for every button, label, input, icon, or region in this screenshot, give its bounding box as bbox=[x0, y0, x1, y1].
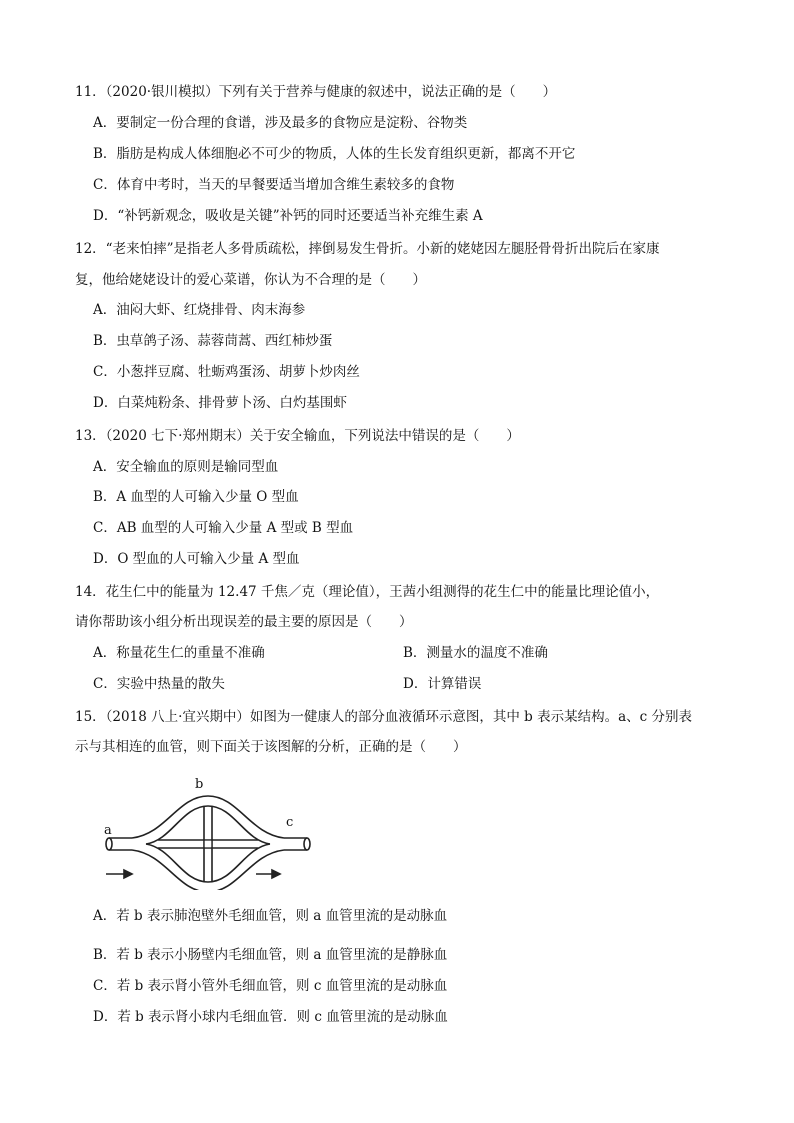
label-a: a bbox=[104, 823, 112, 838]
question-13-stem: 13．（2020 七下·郑州期末）关于安全输血，下列说法中错误的是（ ） bbox=[75, 428, 520, 444]
vessel-c-end-cap bbox=[304, 838, 310, 850]
question-13-option-c: C．AB 血型的人可输入少量 A 型或 B 型血 bbox=[93, 520, 354, 536]
question-14-stem: 14．花生仁中的能量为 12.47 千焦／克（理论值），王茜小组测得的花生仁中的能量比理论值小， bbox=[75, 584, 660, 600]
question-11-option-c: C．体育中考时，当天的早餐要适当增加含维生素较多的食物 bbox=[93, 177, 455, 193]
question-13-option-a: A．安全输血的原则是输同型血 bbox=[93, 459, 279, 475]
question-11-option-d: D．“补钙新观念，吸收是关键”补钙的同时还要适当补充维生素 A bbox=[93, 208, 483, 224]
question-12-stem: 12．“老来怕摔”是指老人多骨质疏松，摔倒易发生骨折。小新的姥姥因左腿胫骨骨折出院后在家康 bbox=[75, 241, 660, 257]
question-12-option-c: C．小葱拌豆腐、牡蛎鸡蛋汤、胡萝卜炒肉丝 bbox=[93, 364, 360, 380]
label-c: c bbox=[286, 815, 294, 830]
capillary-inner-lower bbox=[146, 844, 270, 882]
question-14-option-b: B．测量水的温度不准确 bbox=[403, 645, 548, 661]
cross-center-gap bbox=[205, 841, 211, 847]
question-12-stem-cont: 复，他给姥姥设计的爱心菜谱，你认为不合理的是（ ） bbox=[75, 272, 426, 288]
question-14-option-d: D．计算错误 bbox=[403, 676, 482, 692]
question-14-option-a: A．称量花生仁的重量不准确 bbox=[93, 645, 265, 661]
question-15-option-b: B．若 b 表示小肠壁内毛细血管，则 a 血管里流的是静脉血 bbox=[93, 947, 448, 963]
question-15-option-d: D．若 b 表示肾小球内毛细血管．则 c 血管里流的是动脉血 bbox=[93, 1009, 448, 1025]
question-14-stem-cont: 请你帮助该小组分析出现误差的最主要的原因是（ ） bbox=[75, 614, 413, 630]
question-12-option-d: D．白菜炖粉条、排骨萝卜汤、白灼基围虾 bbox=[93, 395, 347, 411]
question-12-option-b: B．虫草鸽子汤、蒜蓉茼蒿、西红柿炒蛋 bbox=[93, 333, 333, 349]
question-11-option-a: A．要制定一份合理的食谱，涉及最多的食物应是淀粉、谷物类 bbox=[93, 115, 468, 131]
question-12-option-a: A．油闷大虾、红烧排骨、肉末海参 bbox=[93, 302, 306, 318]
question-13-option-d: D．O 型血的人可输入少量 A 型血 bbox=[93, 551, 300, 567]
question-11-stem: 11．（2020·银川模拟）下列有关于营养与健康的叙述中，说法正确的是（ ） bbox=[75, 84, 557, 100]
question-15-stem: 15．（2018 八上·宜兴期中）如图为一健康人的部分血液循环示意图，其中 b 表示某结构。a、c 分别表 bbox=[75, 709, 692, 725]
capillary-diagram bbox=[96, 774, 320, 890]
flow-arrow-right-head bbox=[272, 870, 280, 878]
label-b: b bbox=[195, 777, 204, 792]
flow-arrow-left-head bbox=[124, 870, 132, 878]
capillary-outer-lower bbox=[132, 850, 284, 890]
question-15-option-c: C．若 b 表示肾小管外毛细血管，则 c 血管里流的是动脉血 bbox=[93, 978, 448, 994]
vessel-a-end-cap bbox=[106, 838, 112, 850]
capillary-inner-upper bbox=[146, 806, 270, 844]
question-14-option-c: C．实验中热量的散失 bbox=[93, 676, 225, 692]
question-13-option-b: B．A 血型的人可输入少量 O 型血 bbox=[93, 489, 299, 505]
question-15-stem-cont: 示与其相连的血管，则下面关于该图解的分析，正确的是（ ） bbox=[75, 739, 467, 755]
capillary-outer-upper bbox=[132, 796, 284, 838]
question-15-option-a: A．若 b 表示肺泡壁外毛细血管，则 a 血管里流的是动脉血 bbox=[93, 908, 448, 924]
question-11-option-b: B．脂肪是构成人体细胞必不可少的物质，人体的生长发育组织更新，都离不开它 bbox=[93, 146, 576, 162]
